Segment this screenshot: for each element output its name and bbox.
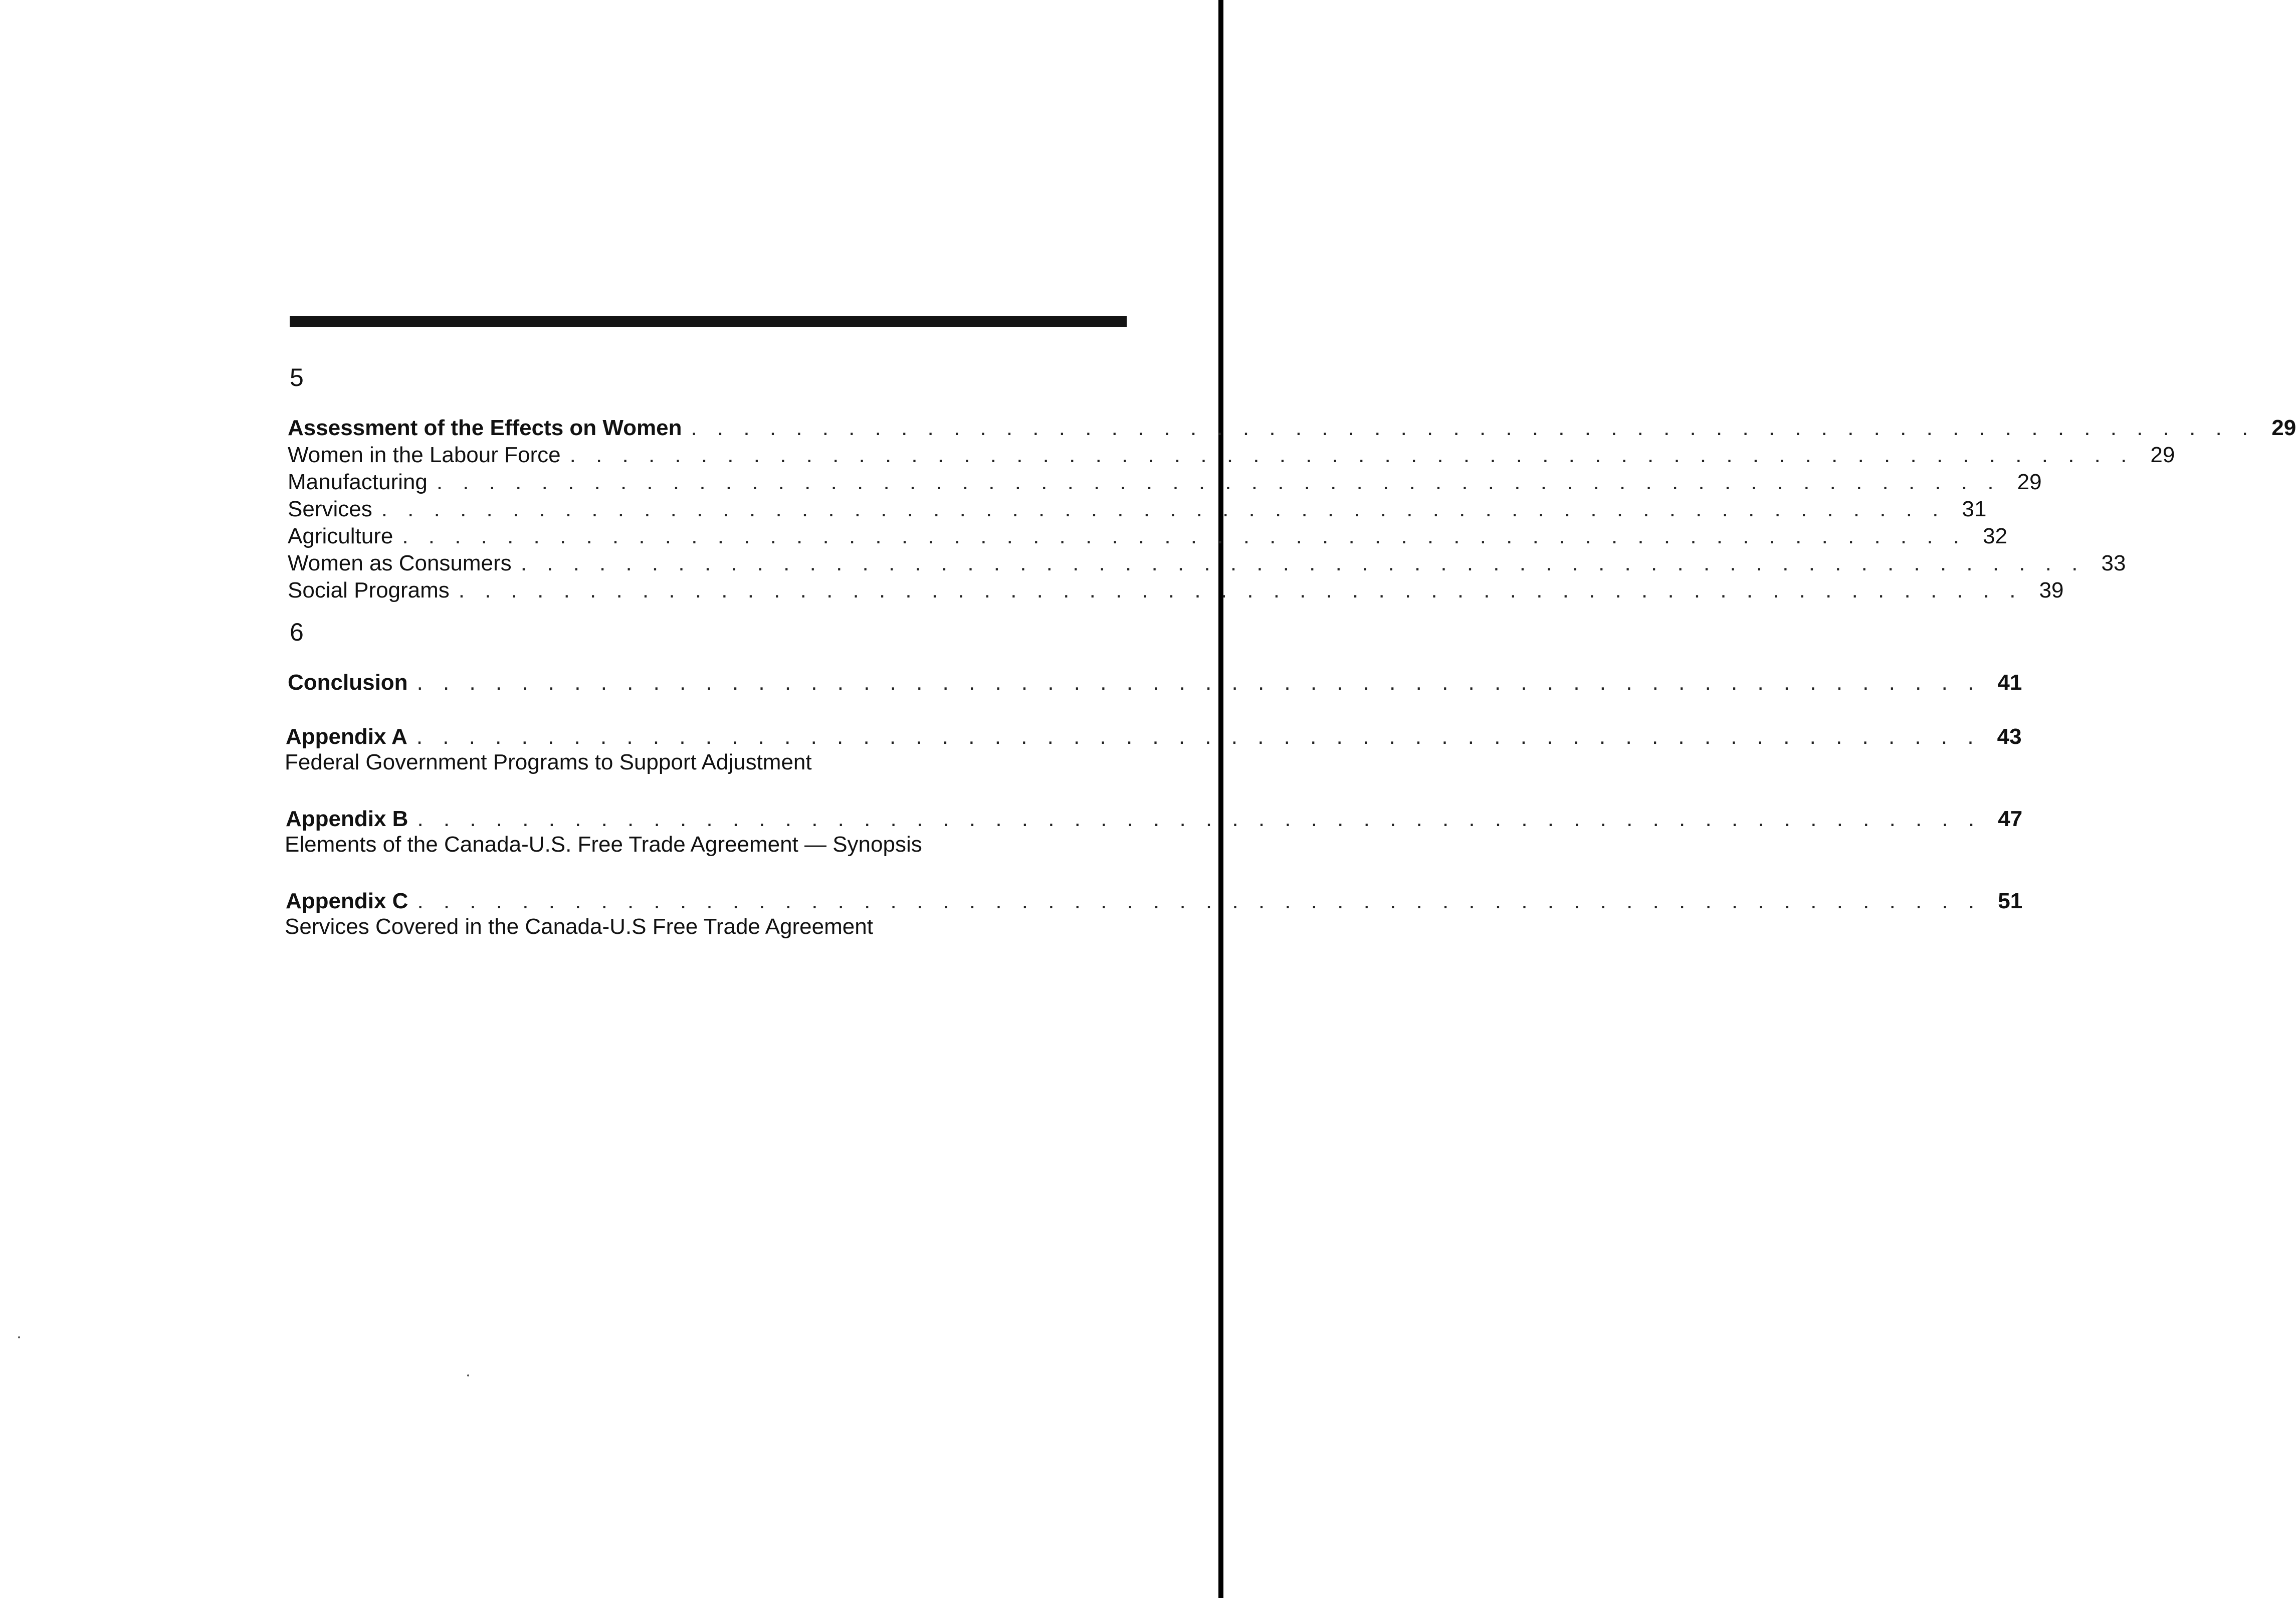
toc-entry-social-programs[interactable] (288, 573, 2064, 604)
toc-entry-title: Appendix A (286, 724, 407, 749)
toc-entry-page: 51 (1998, 889, 2023, 914)
toc-entry-labour-force[interactable] (288, 438, 2175, 468)
toc-entry-page: 32 (1983, 524, 2008, 549)
toc-entry-title: Appendix B (286, 807, 408, 832)
toc-entry-page: 43 (1997, 724, 2022, 749)
toc-entry-page: 41 (1997, 670, 2022, 695)
toc-entry-title: Women as Consumers (288, 551, 512, 576)
toc-entry-page: 29 (2271, 416, 2296, 441)
dot-leader: . . . . . . . . . . . . . . . . . . . . . . . . . . . . . . . . . . . . . . . . . . . . . . . . . . . . . . . . . . . . (436, 470, 2001, 495)
dot-leader: . . . . . . . . . . . . . . . . . . . . . . . . . . . . . . . . . . . . . . . . . . . . . . . . . . . . . . . . . . . . (458, 578, 2023, 603)
chapter-number-6: 6 (290, 618, 304, 646)
toc-entry-consumers[interactable] (288, 546, 2126, 576)
toc-entry-title: Appendix C (286, 889, 408, 914)
dot-leader: . . . . . . . . . . . . . . . . . . . . . . . . . . . . . . . . . . . . . . . . . . . . . . . . . . . . . . . . . . . . (402, 524, 1967, 549)
toc-entry-title: Assessment of the Effects on Women (288, 416, 682, 441)
scan-speck (18, 1336, 20, 1338)
toc-entry-page: 29 (2150, 443, 2175, 468)
toc-entry-title: Services (288, 497, 372, 522)
dot-leader: . . . . . . . . . . . . . . . . . . . . . . . . . . . . . . . . . . . . . . . . . . . . . . . . . . . . . . . . . . . . (416, 724, 1981, 749)
dot-leader: . . . . . . . . . . . . . . . . . . . . . . . . . . . . . . . . . . . . . . . . . . . . . . . . . . . . . . . . . . . . (520, 551, 2085, 576)
scan-speck (467, 1374, 469, 1376)
toc-entry-title: Women in the Labour Force (288, 443, 561, 468)
dot-leader: . . . . . . . . . . . . . . . . . . . . . . . . . . . . . . . . . . . . . . . . . . . . . . . . . . . . . . . . . . . . (417, 889, 1982, 914)
toc-entry-services[interactable] (288, 492, 1987, 522)
appendix-c-subtitle: Services Covered in the Canada-U.S Free Trade Agreement (285, 914, 873, 939)
toc-entry-title: Manufacturing (288, 470, 428, 495)
toc-entry-appendix-b[interactable] (286, 802, 2023, 832)
toc-entry-page: 39 (2039, 578, 2064, 603)
toc-entry-agriculture[interactable] (288, 519, 2008, 549)
toc-entry-page: 33 (2101, 551, 2126, 576)
top-rule (290, 316, 1127, 327)
toc-entry-page: 47 (1998, 807, 2023, 832)
toc-entry-conclusion[interactable] (288, 666, 2022, 696)
appendix-b-subtitle: Elements of the Canada-U.S. Free Trade Agreement — Synopsis (285, 832, 922, 857)
toc-entry-appendix-c[interactable] (286, 884, 2023, 914)
toc-entry-title: Agriculture (288, 524, 393, 549)
toc-entry-manufacturing[interactable] (288, 465, 2042, 495)
dot-leader: . . . . . . . . . . . . . . . . . . . . . . . . . . . . . . . . . . . . . . . . . . . . . . . . . . . . . . . . . . . . (691, 416, 2255, 441)
toc-entry-page: 31 (1962, 497, 1987, 522)
dot-leader: . . . . . . . . . . . . . . . . . . . . . . . . . . . . . . . . . . . . . . . . . . . . . . . . . . . . . . . . . . . . (569, 443, 2134, 468)
toc-entry-assessment[interactable] (288, 411, 2296, 441)
toc-entry-page: 29 (2017, 470, 2042, 495)
dot-leader: . . . . . . . . . . . . . . . . . . . . . . . . . . . . . . . . . . . . . . . . . . . . . . . . . . . . . . . . . . . . (416, 670, 1981, 695)
toc-entry-title: Social Programs (288, 578, 450, 603)
appendix-a-subtitle: Federal Government Programs to Support Adjustment (285, 750, 812, 774)
toc-entry-title: Conclusion (288, 670, 408, 695)
dot-leader: . . . . . . . . . . . . . . . . . . . . . . . . . . . . . . . . . . . . . . . . . . . . . . . . . . . . . . . . . . . . (417, 807, 1982, 832)
toc-entry-appendix-a[interactable] (286, 720, 2022, 750)
chapter-number-5: 5 (290, 363, 304, 391)
dot-leader: . . . . . . . . . . . . . . . . . . . . . . . . . . . . . . . . . . . . . . . . . . . . . . . . . . . . . . . . . . . . (381, 497, 1946, 522)
page-edge-shadow (1218, 0, 1223, 1598)
